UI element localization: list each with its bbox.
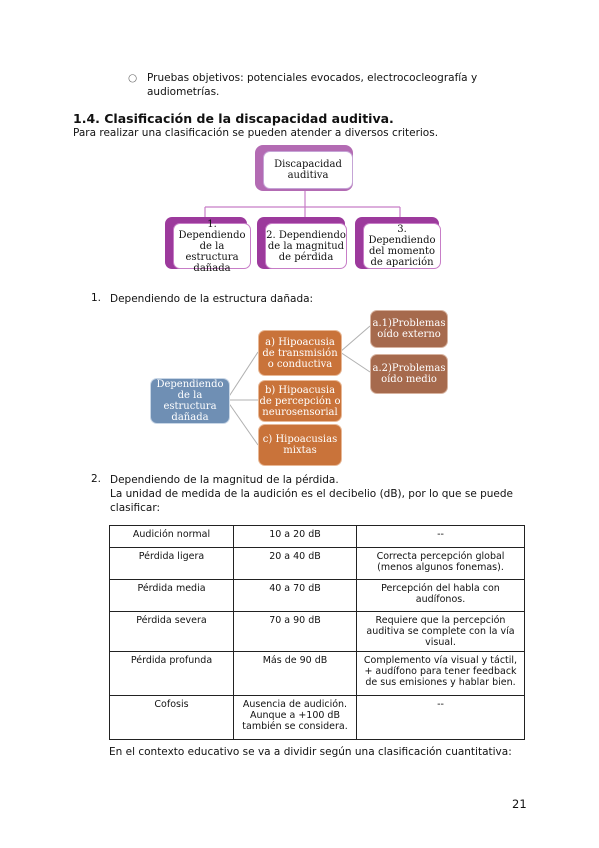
diagram-child-1-node xyxy=(173,218,251,274)
table-row xyxy=(110,580,525,612)
diagram-structure-root xyxy=(150,378,230,424)
table-cell-level: Pérdida profunda xyxy=(110,652,234,696)
diagram-sub-a1-label: a.1)Problemas oído externo xyxy=(372,318,446,340)
diagram-branch-a xyxy=(258,330,342,376)
diagram-root-label: Discapacidad auditiva xyxy=(274,159,342,181)
table-row xyxy=(110,696,525,740)
page-number: 21 xyxy=(512,797,527,811)
list-item-2-line-1: Dependiendo de la magnitud de la pérdida. xyxy=(110,474,339,486)
bullet-marker: ○ xyxy=(128,72,138,84)
table-cell-level: Pérdida ligera xyxy=(110,548,234,580)
table-cell-range: 20 a 40 dB xyxy=(234,548,357,580)
bullet-text: Pruebas objetivos: potenciales evocados, electrococleografía y audiometrías. xyxy=(147,72,478,98)
table-cell-level: Pérdida severa xyxy=(110,612,234,652)
table-cell-description: Requiere que la percepción auditiva se complete con la vía visual. xyxy=(357,612,525,652)
diagram-classification xyxy=(160,145,450,274)
diagram-sub-a2-label: a.2)Problemas oído medio xyxy=(372,363,446,385)
section-intro: Para realizar una clasificación se pueden atender a diversos criterios. xyxy=(73,127,439,139)
diagram-structure-root-label: Dependiendo de la estructura dañada xyxy=(156,379,224,423)
diagram-branch-b xyxy=(258,380,342,422)
table-cell-description: Complemento vía visual y táctil, + audífono para tener feedback de sus emisiones y hablar bien. xyxy=(357,652,525,696)
table-row xyxy=(110,526,525,548)
diagram-branch-a-label: a) Hipoacusia de transmisión o conductiva xyxy=(262,336,338,370)
list-item-2-line-2: La unidad de medida de la audición es el decibelio (dB), por lo que se puede xyxy=(110,488,514,500)
table-cell-level: Pérdida media xyxy=(110,580,234,612)
table-cell-description: Percepción del habla con audífonos. xyxy=(357,580,525,612)
table-cell-range: 40 a 70 dB xyxy=(234,580,357,612)
table-cell-level: Audición normal xyxy=(110,526,234,548)
closing-paragraph: En el contexto educativo se va a dividir según una clasificación cuantitativa: xyxy=(109,746,512,758)
list-item-1-number: 1. xyxy=(91,292,102,304)
diagram-child-3-node xyxy=(363,223,441,269)
diagram-child-1-label: 1. Dependiendo de la estructura dañada xyxy=(178,218,246,274)
list-item-2-number: 2. xyxy=(91,473,102,485)
table-row xyxy=(110,652,525,696)
table-cell-range: 70 a 90 dB xyxy=(234,612,357,652)
table-cell-level: Cofosis xyxy=(110,696,234,740)
list-item-1-text: Dependiendo de la estructura dañada: xyxy=(110,293,314,305)
diagram-child-2-node xyxy=(265,223,347,269)
hearing-loss-table xyxy=(109,525,525,740)
table-cell-range: Ausencia de audición. Aunque a +100 dB también se considera. xyxy=(234,696,357,740)
diagram-structure xyxy=(150,310,450,468)
list-item-2-line-3: clasificar: xyxy=(110,502,161,514)
diagram-branch-b-label: b) Hipoacusia de percepción o neurosensorial xyxy=(259,384,341,418)
table-cell-range: Más de 90 dB xyxy=(234,652,357,696)
diagram-child-3-label: 3. Dependiendo del momento de aparición xyxy=(368,224,436,268)
table-cell-description: -- xyxy=(357,696,525,740)
diagram-sub-a2 xyxy=(370,354,448,394)
diagram-sub-a1 xyxy=(370,310,448,348)
section-heading: 1.4. Clasificación de la discapacidad auditiva. xyxy=(73,111,394,126)
diagram-root-node xyxy=(263,151,353,189)
diagram-branch-c xyxy=(258,424,342,466)
table-row xyxy=(110,612,525,652)
table-row xyxy=(110,548,525,580)
table-cell-description: Correcta percepción global (menos algunos fonemas). xyxy=(357,548,525,580)
table-cell-description: -- xyxy=(357,526,525,548)
diagram-child-2-label: 2. Dependiendo de la magnitud de pérdida xyxy=(266,229,346,263)
diagram-branch-c-label: c) Hipoacusias mixtas xyxy=(262,434,338,456)
table-cell-range: 10 a 20 dB xyxy=(234,526,357,548)
